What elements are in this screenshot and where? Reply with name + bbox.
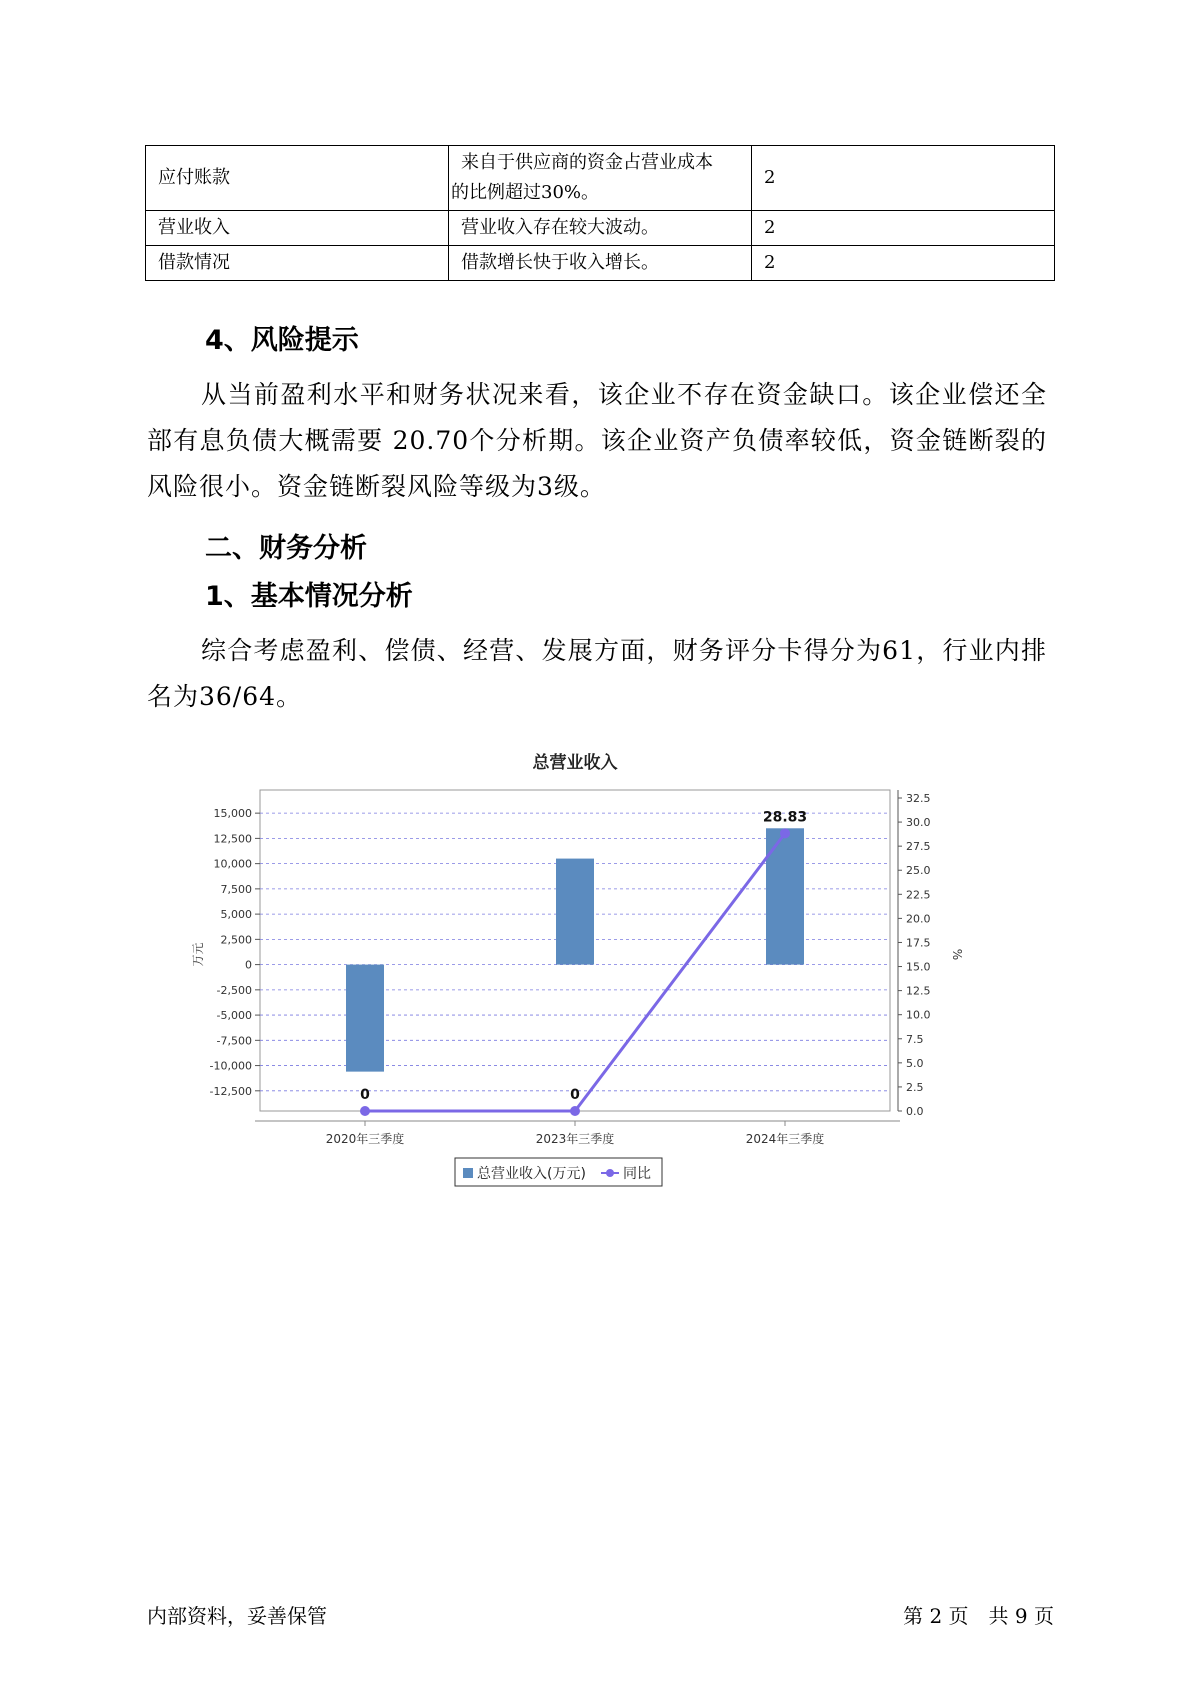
yoy-data-label: 0	[360, 1087, 370, 1103]
y-tick-label: 2,500	[220, 933, 252, 947]
footer-note: 内部资料，妥善保管	[147, 1604, 327, 1628]
table-cell-desc: 借款增长快于收入增长。	[449, 246, 752, 281]
page-number: 第 2 页 共 9 页	[903, 1604, 1054, 1628]
table-cell-item: 营业收入	[146, 211, 449, 246]
desc-line-2: 的比例超过30%。	[451, 182, 600, 203]
table-cell-score: 2	[752, 246, 1055, 281]
risk-table	[145, 145, 1055, 281]
table-row	[146, 146, 1055, 211]
table-cell-score: 2	[752, 146, 1055, 211]
y2-tick-label: 32.5	[906, 792, 931, 805]
risk-heading: 4、风险提示	[205, 325, 359, 356]
y-tick-label: -7,500	[216, 1034, 252, 1048]
y2-tick-label: 15.0	[906, 960, 931, 974]
table-cell-item: 应付账款	[146, 146, 449, 211]
table-row	[146, 211, 1055, 246]
y2-tick-label: 12.5	[906, 984, 931, 998]
yoy-data-label: 28.83	[762, 809, 808, 826]
y-tick-label: 0	[245, 958, 252, 972]
y2-axis-label: %	[950, 948, 964, 961]
y-tick-label: -10,000	[209, 1059, 252, 1073]
x-tick-label: 2024年三季度	[745, 1132, 825, 1146]
table-row	[146, 246, 1055, 281]
legend-bar-swatch	[463, 1168, 473, 1178]
table-cell-item: 借款情况	[146, 246, 449, 281]
yoy-point	[780, 828, 790, 838]
finance-heading: 二、财务分析	[205, 533, 367, 564]
y-axis-label: 万元	[191, 942, 205, 967]
y-tick-label: 10,000	[213, 857, 252, 871]
table-cell-desc	[449, 146, 752, 211]
legend-bar-label: 总营业收入(万元)	[477, 1166, 586, 1182]
y2-tick-label: 30.0	[906, 816, 931, 830]
y2-tick-label: 17.5	[906, 936, 931, 950]
y-tick-label: -2,500	[216, 983, 252, 997]
y2-tick-label: 25.0	[906, 864, 931, 878]
yoy-point	[360, 1106, 370, 1116]
legend-line-marker	[606, 1169, 614, 1177]
chart-title: 总营业收入	[532, 753, 618, 773]
y-tick-label: 5,000	[220, 908, 252, 922]
table-cell-score: 2	[752, 211, 1055, 246]
bar	[556, 859, 594, 965]
legend-line-label: 同比	[623, 1166, 651, 1182]
table-cell-desc: 营业收入存在较大波动。	[449, 211, 752, 246]
y-tick-label: 7,500	[220, 882, 252, 896]
y2-tick-label: 20.0	[906, 912, 931, 926]
x-tick-label: 2023年三季度	[535, 1132, 615, 1146]
y2-tick-label: 22.5	[906, 888, 931, 902]
yoy-data-label: 0	[570, 1087, 580, 1103]
risk-paragraph: 从当前盈利水平和财务状况来看，该企业不存在资金缺口。该企业偿还全部有息负债大概需要 20.70个分析期。该企业资产负债率较低，资金链断裂的风险很小。资金链断裂风险等级为3级。	[147, 380, 1047, 501]
revenue-chart-svg	[180, 748, 1040, 1208]
y-tick-label: -5,000	[216, 1009, 252, 1023]
bar	[346, 965, 384, 1072]
basic-analysis-paragraph: 综合考虑盈利、偿债、经营、发展方面，财务评分卡得分为61，行业内排名为36/64。	[147, 636, 1047, 711]
yoy-point	[570, 1106, 580, 1116]
y2-tick-label: 27.5	[906, 840, 931, 854]
y2-tick-label: 0.0	[906, 1105, 924, 1118]
revenue-chart	[180, 748, 1040, 1208]
y2-tick-label: 10.0	[906, 1008, 931, 1022]
y-tick-label: -12,500	[209, 1084, 252, 1098]
basic-analysis-heading: 1、基本情况分析	[205, 581, 413, 612]
y2-tick-label: 7.5	[906, 1032, 924, 1046]
y-tick-label: 15,000	[213, 807, 252, 821]
desc-line-1: 来自于供应商的资金占营业成本	[461, 152, 713, 173]
y2-tick-label: 2.5	[906, 1080, 924, 1094]
y-tick-label: 12,500	[213, 832, 252, 846]
x-tick-label: 2020年三季度	[325, 1132, 405, 1146]
y2-tick-label: 5.0	[906, 1056, 924, 1070]
